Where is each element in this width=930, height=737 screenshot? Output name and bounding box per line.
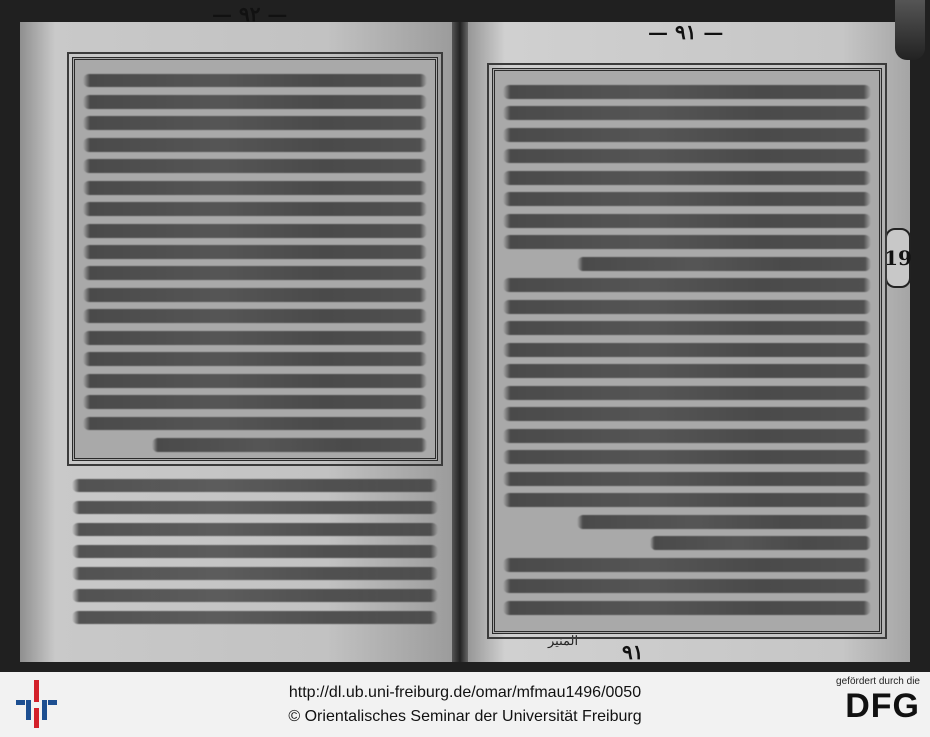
dfg-logo: [824, 676, 920, 732]
book-gutter: [452, 22, 468, 662]
dfg-logo-text: DFG: [845, 687, 920, 725]
catchword: المنير: [548, 634, 579, 649]
bottom-folio-number: ٩١: [622, 640, 644, 664]
funding-text: gefördert durch die: [836, 676, 920, 687]
right-page-number: — ٩١ —: [648, 20, 724, 44]
page-clip: [895, 0, 925, 60]
left-lower-text: [72, 470, 438, 624]
margin-number: 19: [885, 228, 911, 288]
right-text-block: [492, 68, 882, 634]
footer-bar: [0, 672, 930, 737]
copyright-notice: © Orientalisches Seminar der Universität Freiburg: [288, 708, 642, 725]
source-url[interactable]: http://dl.ub.uni-freiburg.de/omar/mfmau1496/0050: [288, 684, 642, 701]
university-logo-icon: [14, 678, 58, 730]
left-page-number: — ٩٢ —: [212, 2, 288, 26]
left-text-block: [72, 57, 438, 461]
